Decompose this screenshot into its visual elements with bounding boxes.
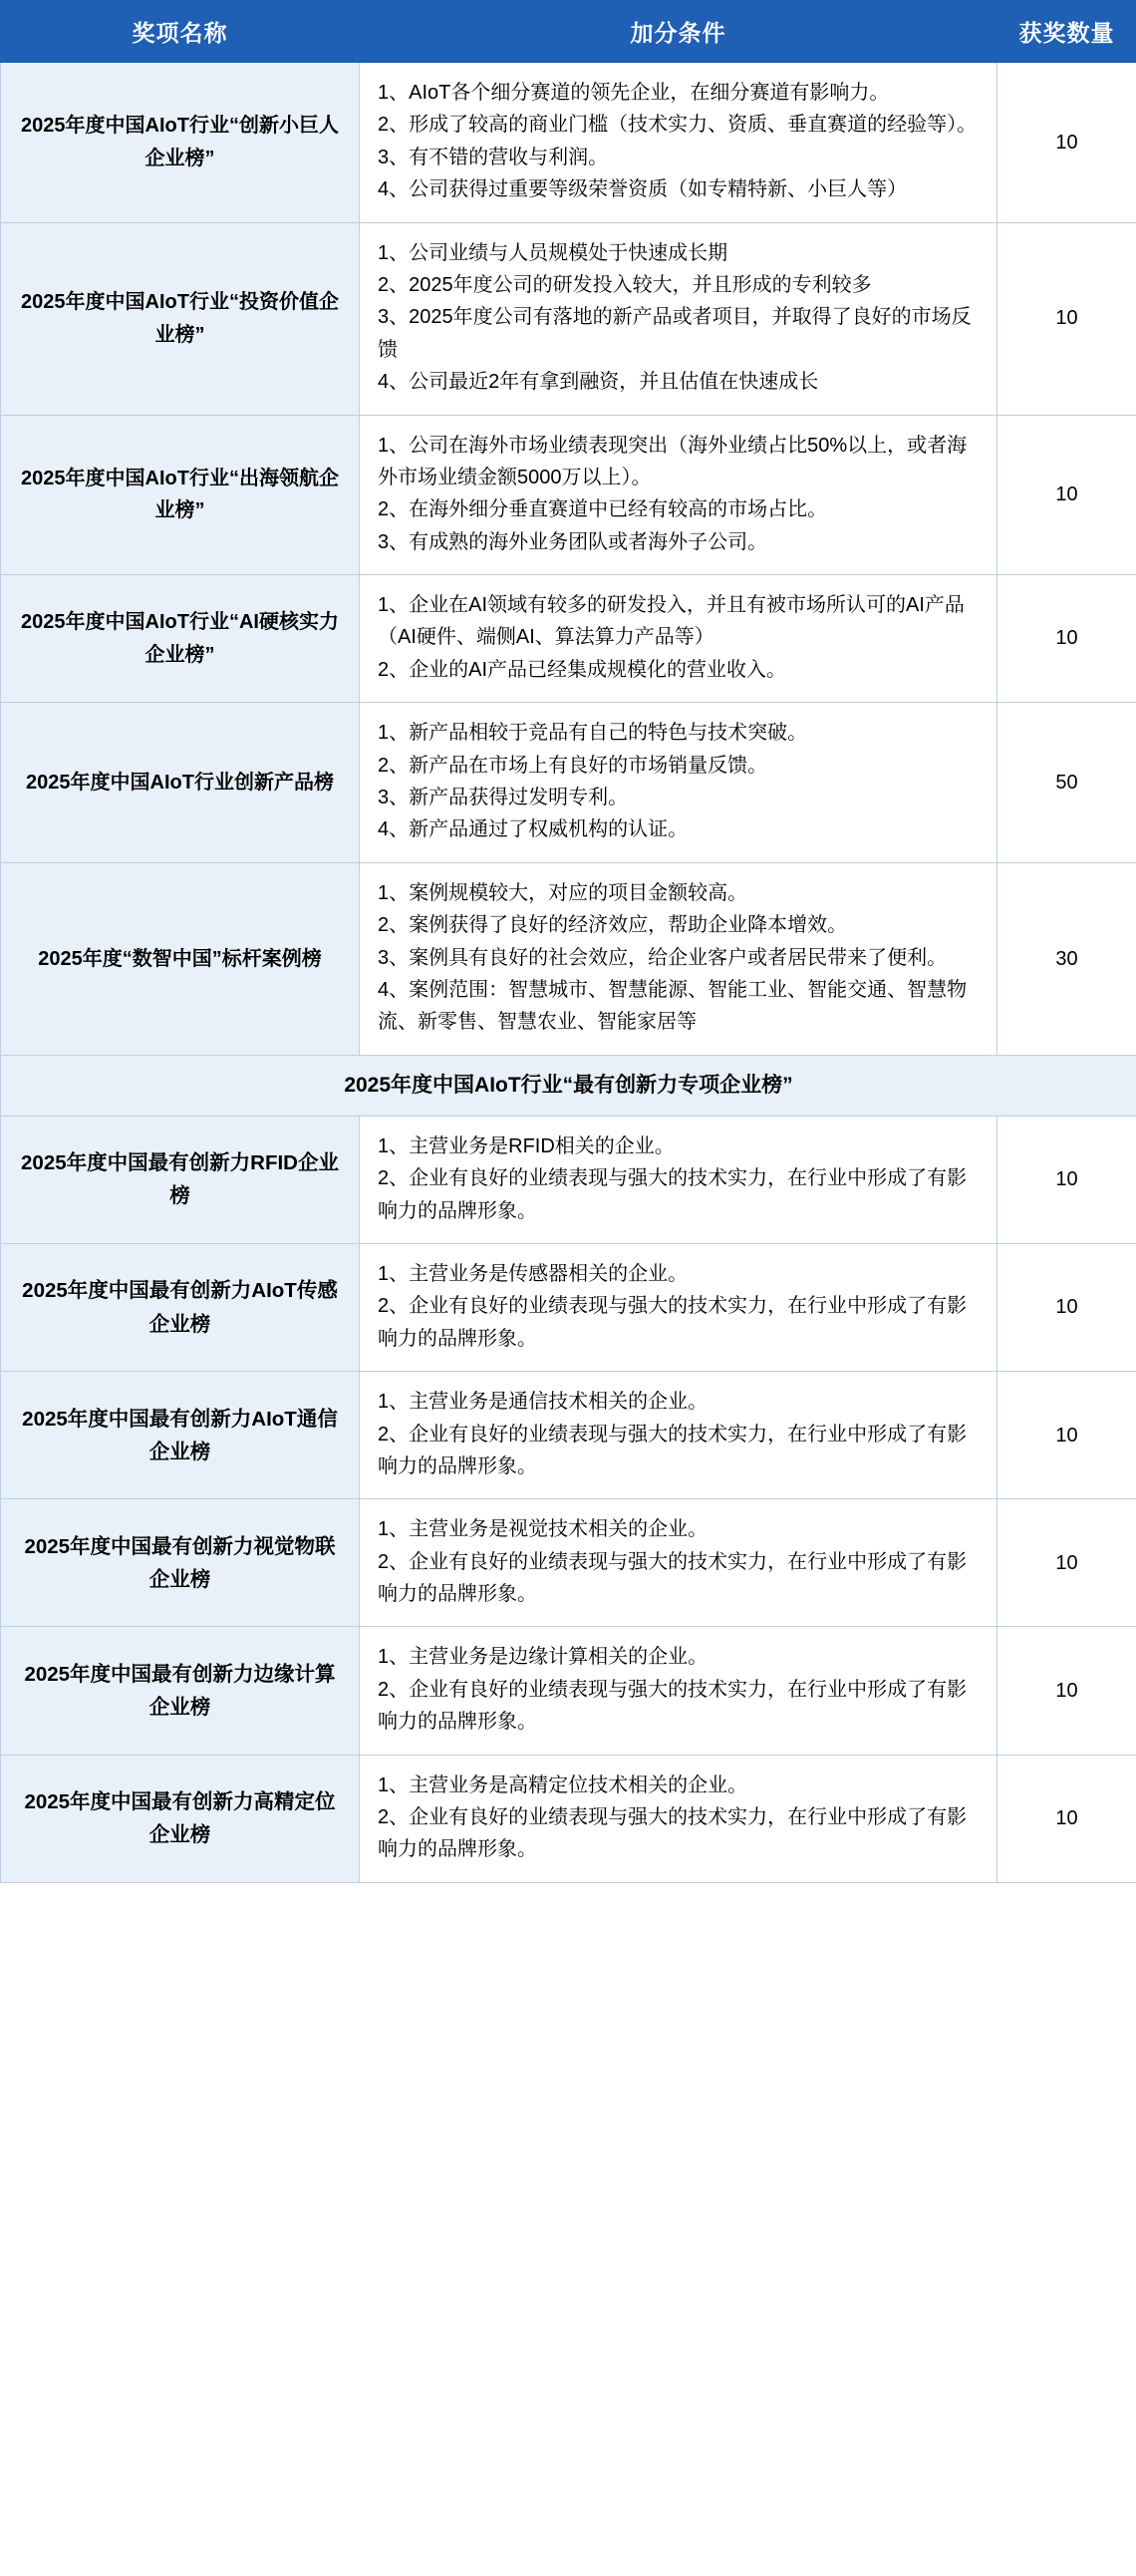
table-row — [1, 1627, 1136, 1755]
criteria-line: 1、企业在AI领域有较多的研发投入，并且有被市场所认可的AI产品（AI硬件、端侧AI、算法算力产品等） — [378, 594, 965, 649]
criteria-line: 1、主营业务是传感器相关的企业。 — [378, 1262, 689, 1285]
award-name-cell: 2025年度中国最有创新力AIoT传感企业榜 — [1, 1243, 360, 1371]
criteria-line: 2、企业的AI产品已经集成规模化的营业收入。 — [378, 658, 787, 681]
award-name-cell: 2025年度中国AIoT行业“AI硬核实力企业榜” — [1, 575, 360, 703]
table-row — [1, 222, 1136, 415]
quantity-cell: 50 — [997, 703, 1136, 863]
table-header-row — [1, 1, 1136, 63]
criteria-line: 4、新产品通过了权威机构的认证。 — [378, 818, 689, 841]
criteria-line: 2、企业有良好的业绩表现与强大的技术实力，在行业中形成了有影响力的品牌形象。 — [378, 1550, 968, 1606]
criteria-line: 4、公司获得过重要等级荣誉资质（如专精特新、小巨人等） — [378, 178, 908, 201]
award-name-cell: 2025年度中国AIoT行业“出海领航企业榜” — [1, 415, 360, 575]
quantity-cell: 30 — [997, 862, 1136, 1055]
criteria-line: 3、2025年度公司有落地的新产品或者项目，并取得了良好的市场反馈 — [378, 306, 972, 361]
award-name-cell: 2025年度中国AIoT行业“创新小巨人企业榜” — [1, 63, 360, 223]
criteria-line: 1、AIoT各个细分赛道的领先企业，在细分赛道有影响力。 — [378, 82, 890, 104]
award-name-cell: 2025年度“数智中国”标杆案例榜 — [1, 862, 360, 1055]
quantity-cell: 10 — [997, 1116, 1136, 1243]
table-body — [1, 63, 1136, 1883]
section-title-row — [1, 1055, 1136, 1116]
column-header-award-name: 奖项名称 — [1, 1, 360, 63]
criteria-line: 3、案例具有良好的社会效应，给企业客户或者居民带来了便利。 — [378, 946, 948, 969]
award-name-cell: 2025年度中国最有创新力高精定位企业榜 — [1, 1755, 360, 1882]
criteria-line: 1、公司业绩与人员规模处于快速成长期 — [378, 241, 728, 264]
criteria-line: 1、主营业务是通信技术相关的企业。 — [378, 1391, 709, 1414]
criteria-line: 1、主营业务是视觉技术相关的企业。 — [378, 1518, 709, 1541]
quantity-cell: 10 — [997, 1372, 1136, 1499]
criteria-cell — [360, 63, 997, 223]
criteria-line: 2、形成了较高的商业门槛（技术实力、资质、垂直赛道的经验等）。 — [378, 114, 978, 137]
award-name-cell: 2025年度中国最有创新力RFID企业榜 — [1, 1116, 360, 1243]
table-header — [1, 1, 1136, 63]
criteria-line: 2、新产品在市场上有良好的市场销量反馈。 — [378, 754, 768, 777]
criteria-line: 2、在海外细分垂直赛道中已经有较高的市场占比。 — [378, 498, 828, 521]
table-row — [1, 1243, 1136, 1371]
criteria-line: 1、案例规模较大，对应的项目金额较高。 — [378, 881, 748, 904]
criteria-cell — [360, 1499, 997, 1627]
criteria-line: 1、主营业务是RFID相关的企业。 — [378, 1134, 675, 1157]
criteria-cell — [360, 1755, 997, 1882]
criteria-line: 1、新产品相较于竞品有自己的特色与技术突破。 — [378, 722, 808, 745]
table-row — [1, 862, 1136, 1055]
criteria-line: 4、案例范围：智慧城市、智慧能源、智能工业、智能交通、智慧物流、新零售、智慧农业、智能家居等 — [378, 978, 968, 1034]
criteria-line: 3、有不错的营收与利润。 — [378, 146, 609, 168]
criteria-line: 2、企业有良好的业绩表现与强大的技术实力，在行业中形成了有影响力的品牌形象。 — [378, 1295, 968, 1350]
quantity-cell: 10 — [997, 575, 1136, 703]
criteria-cell — [360, 1627, 997, 1755]
quantity-cell: 10 — [997, 415, 1136, 575]
award-name-cell: 2025年度中国AIoT行业“投资价值企业榜” — [1, 222, 360, 415]
table-row — [1, 1372, 1136, 1499]
criteria-line: 2、企业有良好的业绩表现与强大的技术实力，在行业中形成了有影响力的品牌形象。 — [378, 1167, 968, 1222]
criteria-line: 1、主营业务是高精定位技术相关的企业。 — [378, 1773, 748, 1796]
quantity-cell: 10 — [997, 1243, 1136, 1371]
award-name-cell: 2025年度中国最有创新力AIoT通信企业榜 — [1, 1372, 360, 1499]
quantity-cell: 10 — [997, 222, 1136, 415]
quantity-cell: 10 — [997, 63, 1136, 223]
table-row — [1, 1116, 1136, 1243]
criteria-cell — [360, 415, 997, 575]
criteria-line: 2、企业有良好的业绩表现与强大的技术实力，在行业中形成了有影响力的品牌形象。 — [378, 1678, 968, 1734]
quantity-cell: 10 — [997, 1755, 1136, 1882]
column-header-criteria: 加分条件 — [360, 1, 997, 63]
criteria-line: 1、公司在海外市场业绩表现突出（海外业绩占比50%以上，或者海外市场业绩金额5000万以上）。 — [378, 434, 968, 488]
criteria-line: 1、主营业务是边缘计算相关的企业。 — [378, 1646, 709, 1669]
criteria-cell — [360, 862, 997, 1055]
table-row — [1, 575, 1136, 703]
criteria-line: 3、新产品获得过发明专利。 — [378, 787, 629, 809]
criteria-cell — [360, 575, 997, 703]
criteria-line: 4、公司最近2年有拿到融资，并且估值在快速成长 — [378, 371, 819, 394]
criteria-cell — [360, 222, 997, 415]
criteria-cell — [360, 1116, 997, 1243]
column-header-quantity: 获奖数量 — [997, 1, 1136, 63]
criteria-line: 2、企业有良好的业绩表现与强大的技术实力，在行业中形成了有影响力的品牌形象。 — [378, 1806, 968, 1861]
criteria-line: 2、企业有良好的业绩表现与强大的技术实力，在行业中形成了有影响力的品牌形象。 — [378, 1423, 968, 1477]
criteria-line: 2、2025年度公司的研发投入较大，并且形成的专利较多 — [378, 273, 872, 296]
section-title: 2025年度中国AIoT行业“最有创新力专项企业榜” — [1, 1055, 1136, 1116]
table-row — [1, 703, 1136, 863]
table-row — [1, 1755, 1136, 1882]
table-row — [1, 415, 1136, 575]
award-name-cell: 2025年度中国AIoT行业创新产品榜 — [1, 703, 360, 863]
criteria-cell — [360, 1372, 997, 1499]
quantity-cell: 10 — [997, 1627, 1136, 1755]
table-row — [1, 63, 1136, 223]
table-row — [1, 1499, 1136, 1627]
criteria-cell — [360, 703, 997, 863]
criteria-line: 2、案例获得了良好的经济效应，帮助企业降本增效。 — [378, 914, 848, 937]
criteria-line: 3、有成熟的海外业务团队或者海外子公司。 — [378, 530, 768, 553]
award-name-cell: 2025年度中国最有创新力视觉物联企业榜 — [1, 1499, 360, 1627]
criteria-cell — [360, 1243, 997, 1371]
award-name-cell: 2025年度中国最有创新力边缘计算企业榜 — [1, 1627, 360, 1755]
quantity-cell: 10 — [997, 1499, 1136, 1627]
